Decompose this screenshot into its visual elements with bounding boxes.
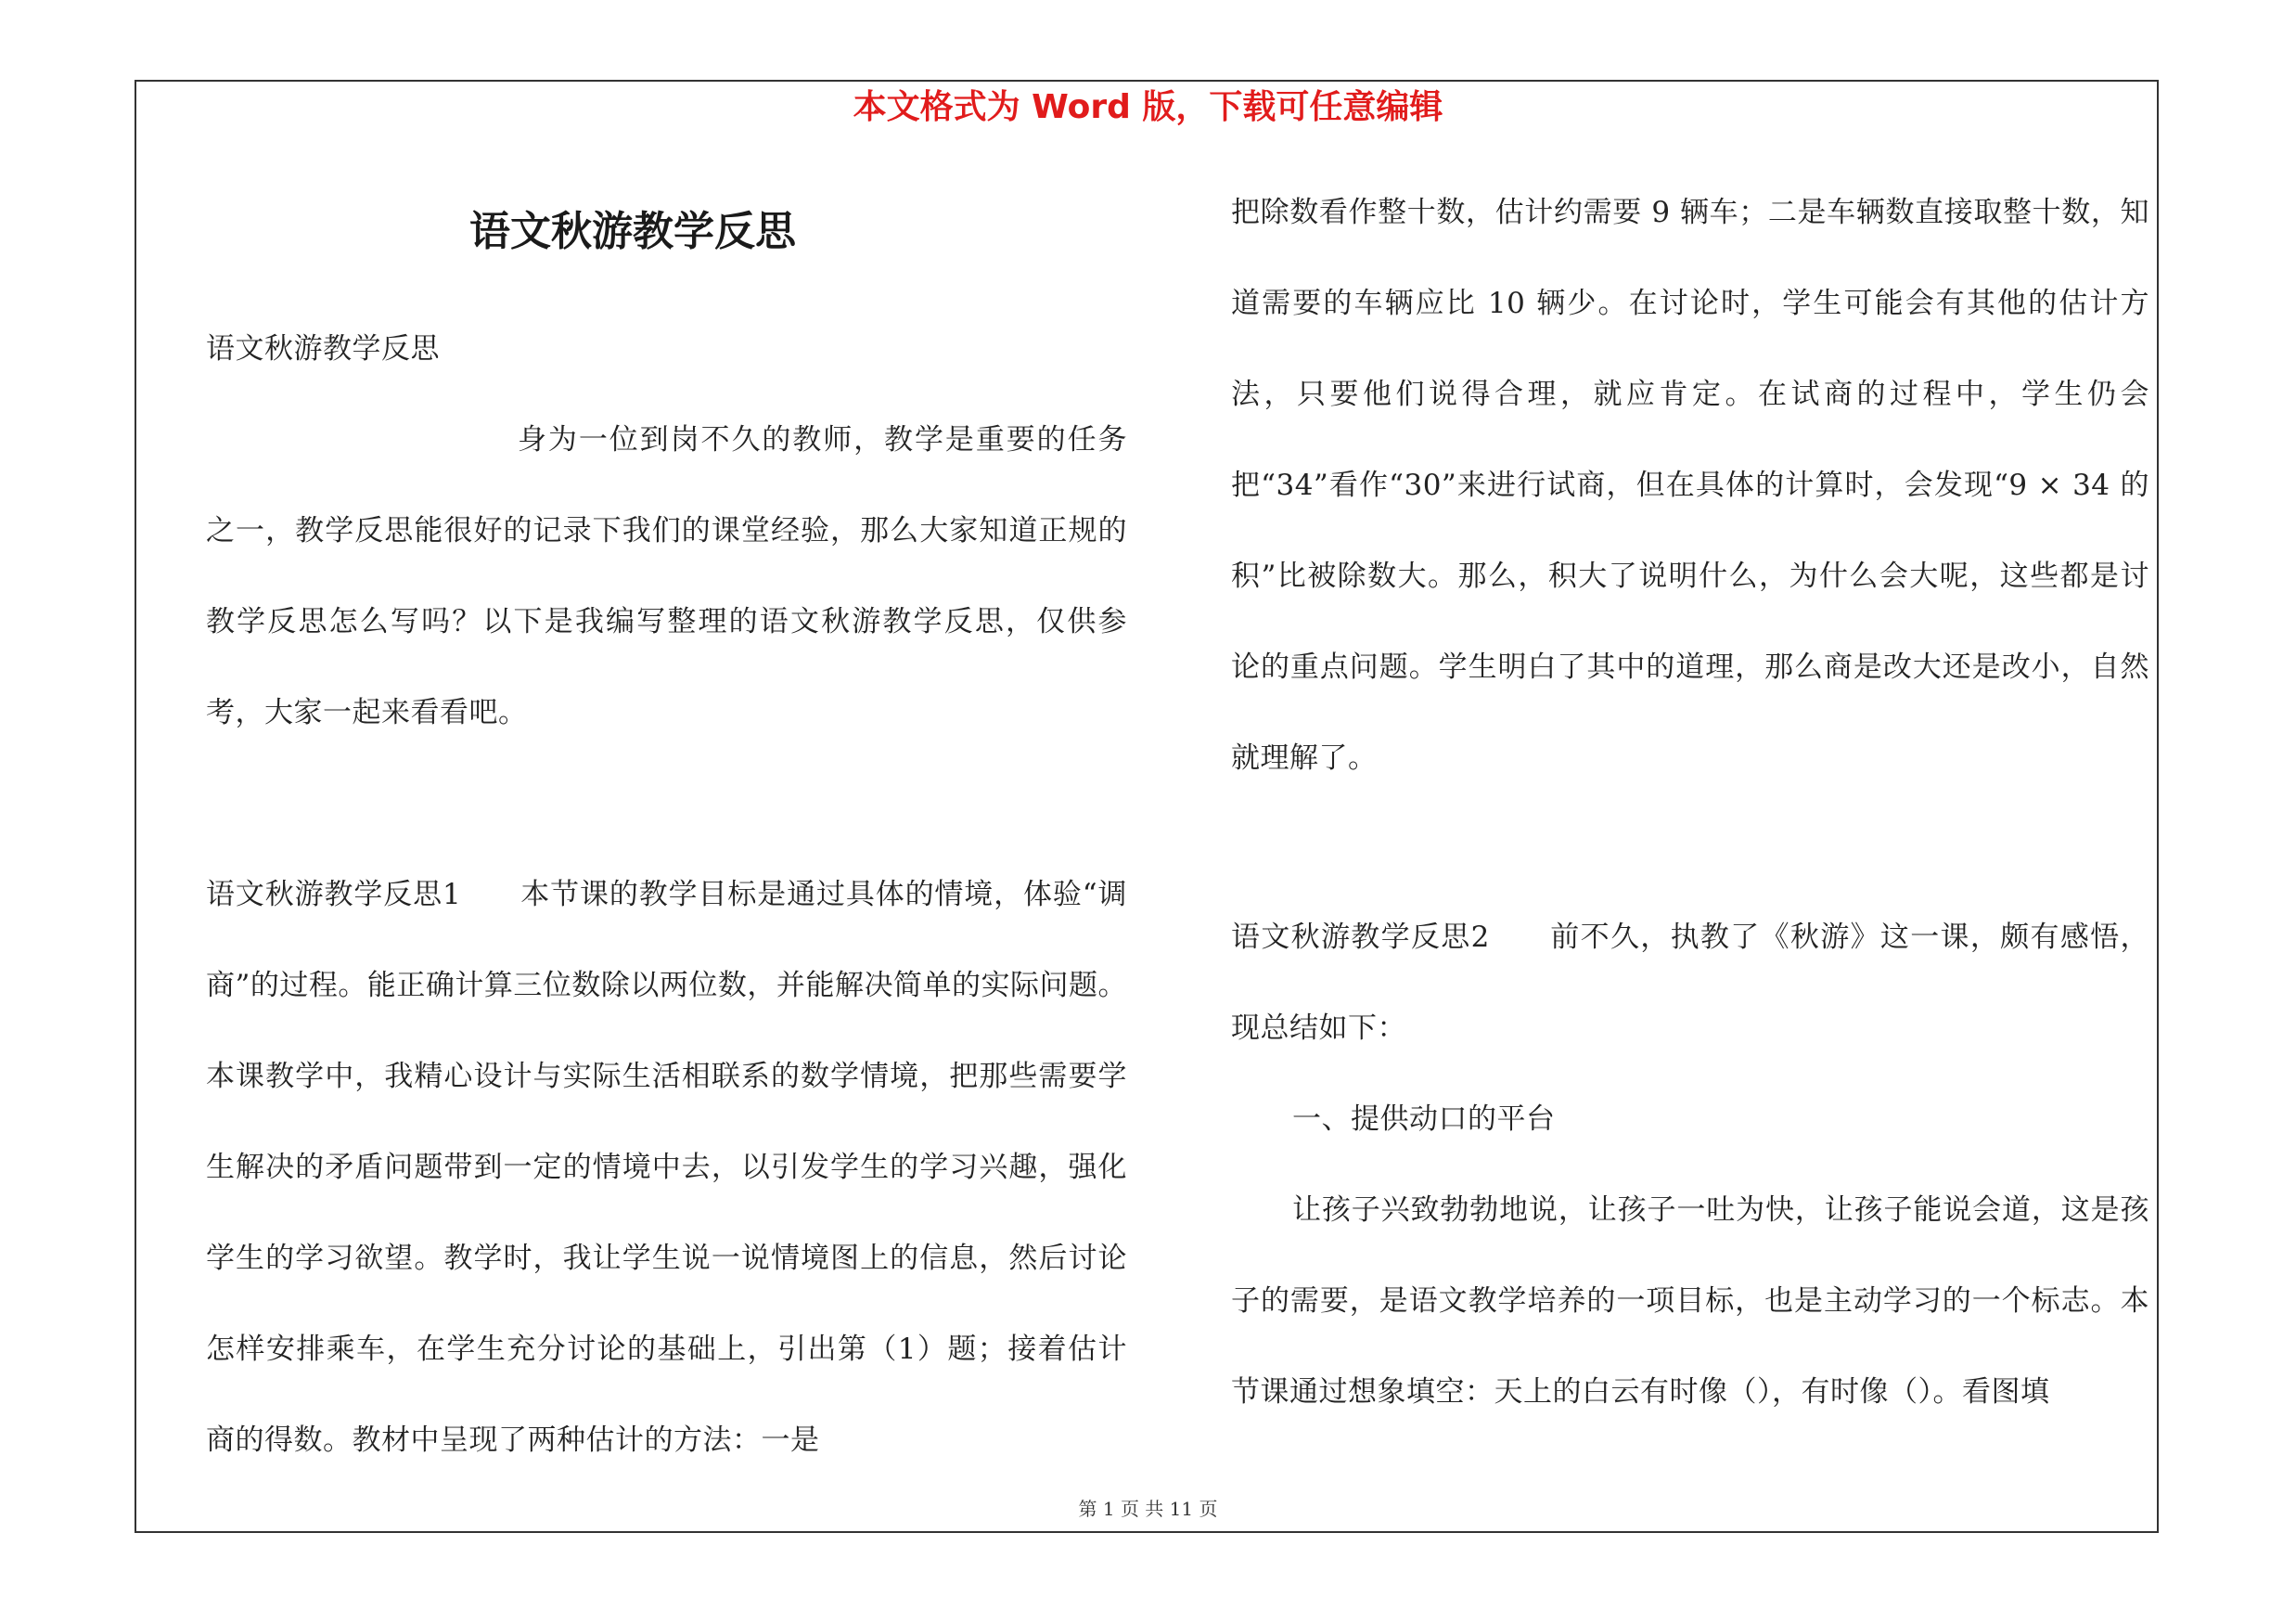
subtitle: 语文秋游教学反思 <box>206 332 440 366</box>
word-format-banner: 本文格式为 Word 版，下载可任意编辑 <box>853 88 1443 126</box>
continuation-paragraph: 把除数看作整十数，估计约需要 9 辆车；二是车辆数直接取整十数，知道需要的车辆应比 10 辆少。在讨论时，学生可能会有其他的估计方法，只要他们说得合理，就应肯定。在试商的过程中，学生仍会把“34”看作“30”来进行试商，但在具体的计算时，会发现“9 × 34 的积”比被除数大。那么，积大了说明什么，为什么会大呢，这些都是讨论的重点问题。学生明白了其中的道理，那么商是改大还是改小，自然就理解了。 <box>1231 196 2149 775</box>
intro-paragraph: 身为一位到岗不久的教师，教学是重要的任务之一，教学反思能很好的记录下我们的课堂经验，那么大家知道正规的教学反思怎么写吗？以下是我编写整理的语文秋游教学反思，仅供参考，大家一起来看看吧。 <box>206 423 1127 729</box>
heading-provide-speaking-platform: 一、提供动口的平台 <box>1292 1102 1556 1136</box>
section-1-paragraph: 语文秋游教学反思1 本节课的教学目标是通过具体的情境，体验“调商”的过程。能正确计算三位数除以两位数，并能解决简单的实际问题。本课教学中，我精心设计与实际生活相联系的数学情境，把那些需要学生解决的矛盾问题带到一定的情境中去，以引发学生的学习兴趣，强化学生的学习欲望。教学时，我让学生说一说情境图上的信息，然后讨论怎样安排乘车，在学生充分讨论的基础上，引出第（1）题；接着估计商的得数。教材中呈现了两种估计的方法：一是 <box>206 878 1127 1457</box>
speaking-paragraph: 让孩子兴致勃勃地说，让孩子一吐为快，让孩子能说会道，这是孩子的需要，是语文教学培养的一项目标，也是主动学习的一个标志。本节课通过想象填空：天上的白云有时像（），有时像（）。看图填 <box>1231 1193 2149 1409</box>
page-number-footer: 第 1 页 共 11 页 <box>1078 1498 1218 1520</box>
document-title: 语文秋游教学反思 <box>469 208 796 255</box>
section-2-paragraph: 语文秋游教学反思2 前不久，执教了《秋游》这一课，颇有感悟，现总结如下： <box>1231 921 2149 1045</box>
